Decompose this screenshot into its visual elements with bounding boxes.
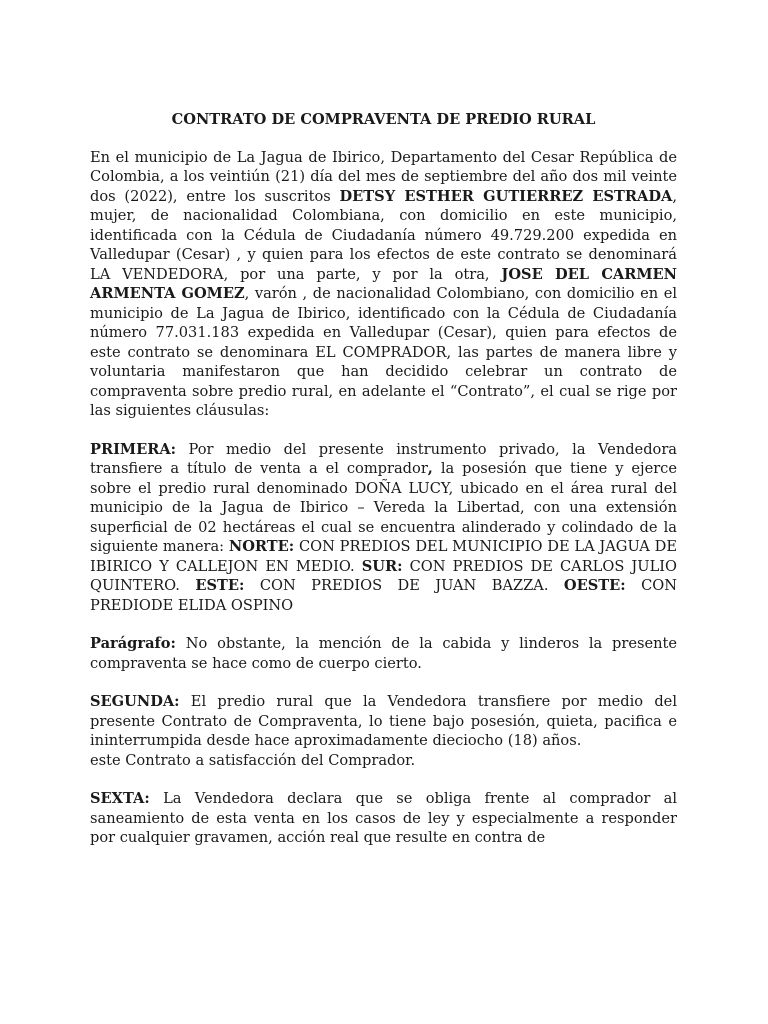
intro-paragraph (90, 148, 677, 421)
clause-sexta-text: La Vendedora declara que se obliga frente al comprador al saneamiento de esta venta en los casos de ley y especialmente a responder por cualquier gravamen, acción real que resulte en contra de (90, 790, 677, 846)
boundary-norte-label: NORTE: (228, 538, 295, 555)
contract-document (90, 110, 677, 867)
clause-primera-label: PRIMERA: (90, 440, 177, 458)
clause-primera-text-1: Por medio del presente instrumento privado, la Vendedora transfiere a título de venta a el comprador (90, 440, 677, 477)
boundary-este-label: ESTE: (195, 577, 245, 594)
clause-segunda-label: SEGUNDA: (90, 693, 180, 710)
buyer-name: JOSE DEL CARMEN ARMENTA GOMEZ (90, 265, 677, 302)
clause-segunda-text: El predio rural que la Vendedora transfiere por medio del presente Contrato de Compraventa, lo tiene bajo posesión, quieta, pacifica e ininterrumpida desde hace aproximadamente dieciocho (18) años. (90, 693, 677, 749)
clause-primera (90, 440, 677, 616)
clause-sexta-label: SEXTA: (90, 790, 150, 807)
intro-text-2: , mujer, de nacionalidad Colombiana, con domicilio en este municipio, identificada con la Cédula de Ciudadanía número 49.729.200 expedida en Valledupar (Cesar) , y quien para los efectos de este contrato se denominará LA VENDEDORA, por una parte, y por la otra, (90, 187, 677, 283)
clause-paragrafo (90, 634, 677, 673)
clause-sexta (90, 789, 677, 848)
intro-text-3: , varón , de nacionalidad Colombiano, con domicilio en el municipio de La Jagua de Ibirico, identificado con la Cédula de Ciudadanía número 77.031.183 expedida en Valledupar (Cesar), quien para efectos de este contrato se denominara EL COMPRADOR, las partes de manera libre y voluntaria manifestaron que han decidido celebrar un contrato de compraventa sobre predio rural, en adelante el “Contrato”, el cual se rige por las siguientes cláusulas: (90, 285, 678, 419)
clause-paragrafo-label: Parágrafo: (90, 635, 176, 652)
boundary-sur-text: CON PREDIOS DE CARLOS JULIO QUINTERO. (90, 557, 677, 594)
clause-segunda-extra: este Contrato a satisfacción del Comprador. (90, 751, 416, 769)
boundary-oeste-label: OESTE: (563, 577, 626, 594)
document-title: CONTRATO DE COMPRAVENTA DE PREDIO RURAL (171, 111, 596, 128)
boundary-sur-label: SUR: (361, 557, 403, 575)
clause-primera-comma: , (427, 460, 433, 477)
seller-name: DETSY ESTHER GUTIERREZ ESTRADA (339, 187, 673, 205)
intro-text-1: En el municipio de La Jagua de Ibirico, Departamento del Cesar República de Colombia, a los veintiún (21) día del mes de septiembre del año dos mil veinte dos (2022), entre los suscritos (90, 148, 677, 205)
clause-primera-text-2: la posesión que tiene y ejerce sobre el predio rural denominado DOÑA LUCY, ubicado en el área rural del municipio de la Jagua de Ibirico – Vereda la Libertad, con una extensión superficial de 02 hectáreas el cual se encuentra alinderado y colindado de la siguiente manera: (90, 460, 677, 555)
boundary-este-text: CON PREDIOS DE JUAN BAZZA. (244, 577, 564, 594)
boundary-norte-text: CON PREDIOS DEL MUNICIPIO DE LA JAGUA DE IBIRICO Y CALLEJON EN MEDIO. (90, 538, 677, 575)
clause-paragrafo-text: No obstante, la mención de la cabida y linderos la presente compraventa se hace como de cuerpo cierto. (90, 635, 677, 672)
boundary-oeste-text: CON PREDIODE ELIDA OSPINO (90, 577, 677, 614)
clause-segunda (90, 692, 677, 751)
